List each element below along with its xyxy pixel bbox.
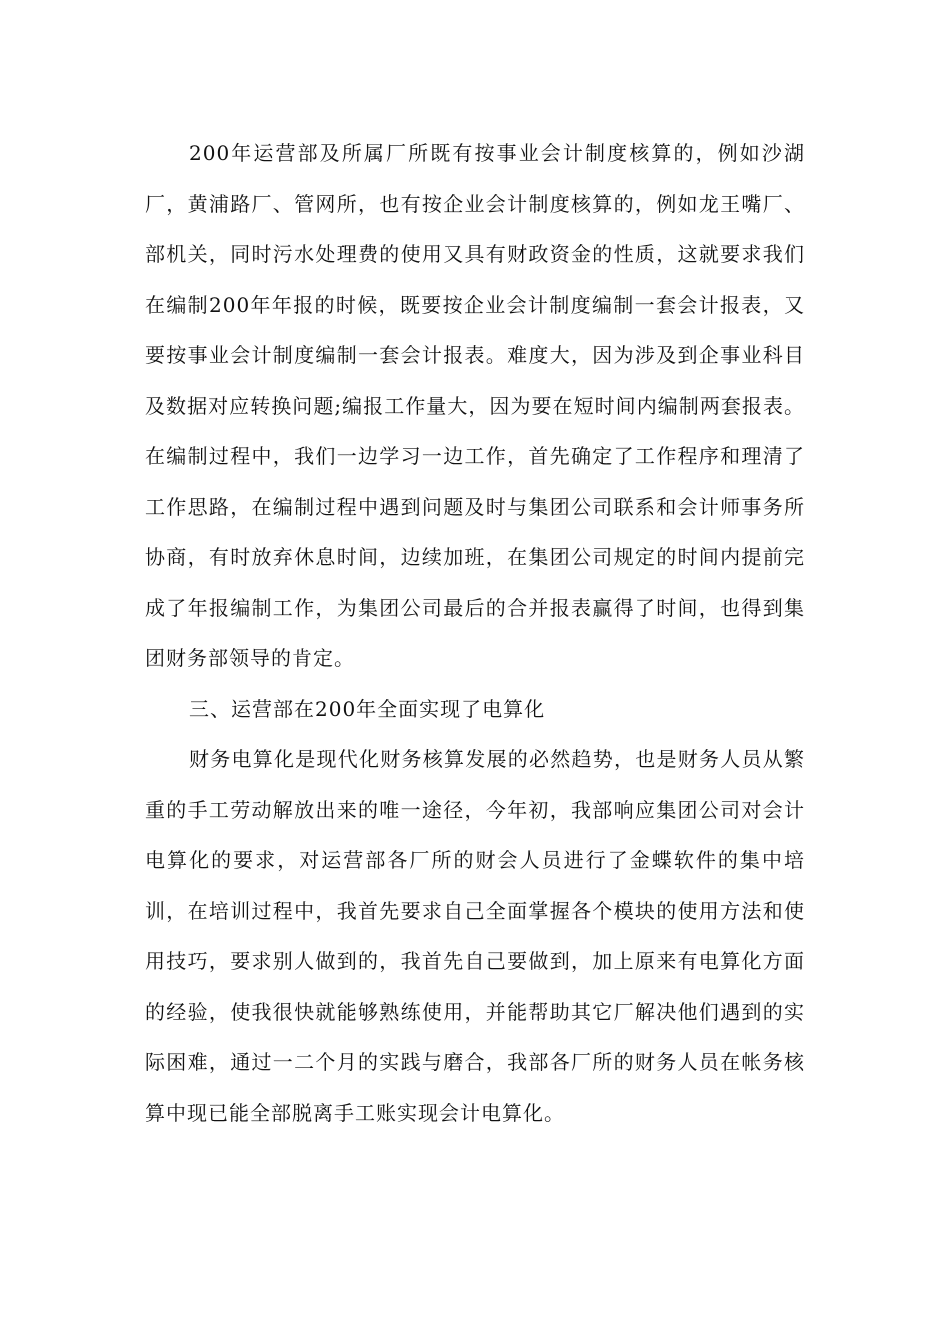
document-page bbox=[145, 128, 805, 1138]
section-heading: 三、运营部在200年全面实现了电算化 bbox=[189, 696, 546, 721]
paragraph-annual-report: 200年运营部及所属厂所既有按事业会计制度核算的，例如沙湖厂，黄浦路厂、管网所，也有按企业会计制度核算的，例如龙王嘴厂、部机关，同时污水处理费的使用又具有财政资金的性质，这就要求我们在编制200年年报的时候，既要按企业会计制度编制一套会计报表，又要按事业会计制度编制一套会计报表。难度大，因为涉及到企事业科目及数据对应转换问题;编报工作量大，因为要在短时间内编制两套报表。在编制过程中，我们一边学习一边工作，首先确定了工作程序和理清了工作思路，在编制过程中遇到问题及时与集团公司联系和会计师事务所协商，有时放弃休息时间，边续加班，在集团公司规定的时间内提前完成了年报编制工作，为集团公司最后的合并报表赢得了时间，也得到集团财务部领导的肯定。 bbox=[145, 141, 805, 670]
paragraph-computerization: 财务电算化是现代化财务核算发展的必然趋势，也是财务人员从繁重的手工劳动解放出来的唯一途径，今年初，我部响应集团公司对会计电算化的要求，对运营部各厂所的财会人员进行了金蝶软件的集中培训，在培训过程中，我首先要求自己全面掌握各个模块的使用方法和使用技巧，要求别人做到的，我首先自己要做到，加上原来有电算化方面的经验，使我很快就能够熟练使用，并能帮助其它厂解决他们遇到的实际困难，通过一二个月的实践与磨合，我部各厂所的财务人员在帐务核算中现已能全部脱离手工账实现会计电算化。 bbox=[145, 747, 805, 1125]
